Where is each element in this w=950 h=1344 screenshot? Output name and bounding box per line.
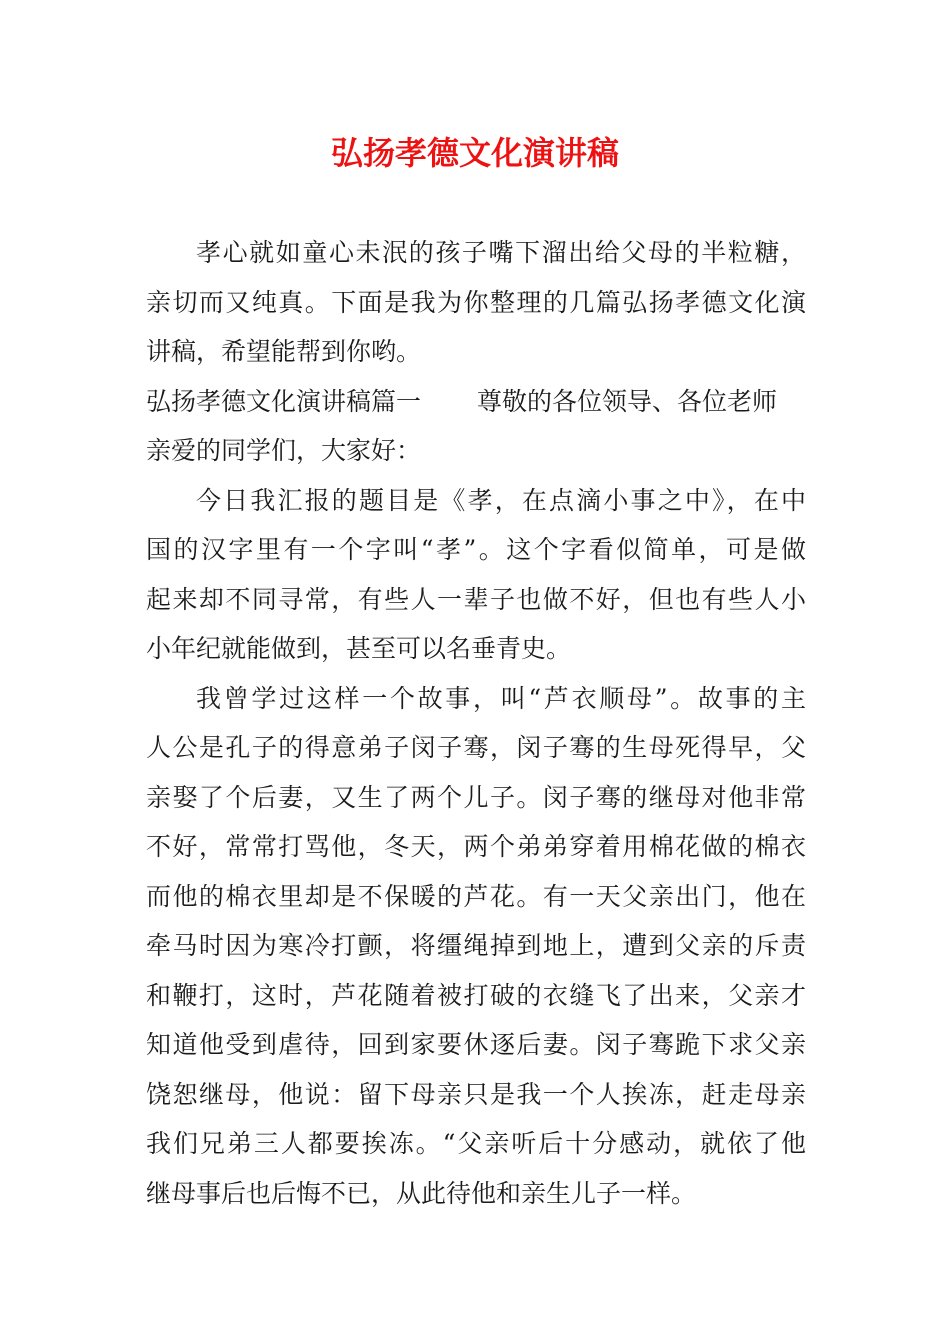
paragraph-line: 饶恕继母，他说：留下母亲只是我一个人挨冻，赶走母亲 (146, 1079, 806, 1109)
paragraph-line: 今日我汇报的题目是《孝，在点滴小事之中》，在中 (196, 485, 806, 515)
section-heading-row (146, 377, 806, 476)
paragraph-line: 我们兄弟三人都要挨冻。“父亲听后十分感动，就依了他 (146, 1129, 806, 1158)
paragraph-1 (146, 476, 806, 674)
section-heading: 弘扬孝德文化演讲稿篇一 (146, 386, 422, 416)
paragraph-line: 亲娶了个后妻，又生了两个儿子。闵子骞的继母对他非常 (146, 782, 806, 812)
intro-line: 亲切而又纯真。下面是我为你整理的几篇弘扬孝德文化演 (146, 287, 806, 317)
intro-line: 讲稿，希望能帮到你哟。 (146, 337, 422, 366)
paragraph-line: 知道他受到虐待，回到家要休逐后妻。闵子骞跪下求父亲 (146, 1030, 806, 1059)
paragraph-line: 和鞭打，这时，芦花随着被打破的衣缝飞了出来，父亲才 (146, 980, 806, 1010)
paragraph-line: 人公是孔子的得意弟子闵子骞，闵子骞的生母死得早，父 (146, 733, 806, 762)
paragraph-line: 牵马时因为寒冷打颤，将缰绳掉到地上，遭到父亲的斥责 (146, 931, 806, 960)
paragraph-line: 我曾学过这样一个故事，叫“芦衣顺母”。故事的主 (196, 683, 806, 713)
document-body (146, 228, 806, 1218)
paragraph-line: 国的汉字里有一个字叫“孝”。这个字看似简单，可是做 (146, 535, 806, 564)
paragraph-line: 继母事后也后悔不已，从此待他和亲生儿子一样。 (146, 1178, 697, 1208)
intro-paragraph (146, 228, 806, 377)
paragraph-line: 不好，常常打骂他，冬天，两个弟弟穿着用棉花做的棉衣 (146, 832, 806, 861)
paragraph-line: 小年纪就能做到，甚至可以名垂青史。 (146, 634, 572, 663)
document-title: 弘扬孝德文化演讲稿 (330, 134, 619, 172)
greeting-part2: 亲爱的同学们，大家好： (146, 436, 422, 465)
paragraph-line: 而他的棉衣里却是不保暖的芦花。有一天父亲出门，他在 (146, 881, 806, 911)
paragraph-line: 起来却不同寻常，有些人一辈子也做不好，但也有些人小 (146, 584, 806, 614)
intro-line: 孝心就如童心未泯的孩子嘴下溜出给父母的半粒糖， (196, 238, 806, 267)
greeting-part1: 尊敬的各位领导、各位老师 (477, 386, 778, 416)
paragraph-2 (146, 674, 806, 1219)
